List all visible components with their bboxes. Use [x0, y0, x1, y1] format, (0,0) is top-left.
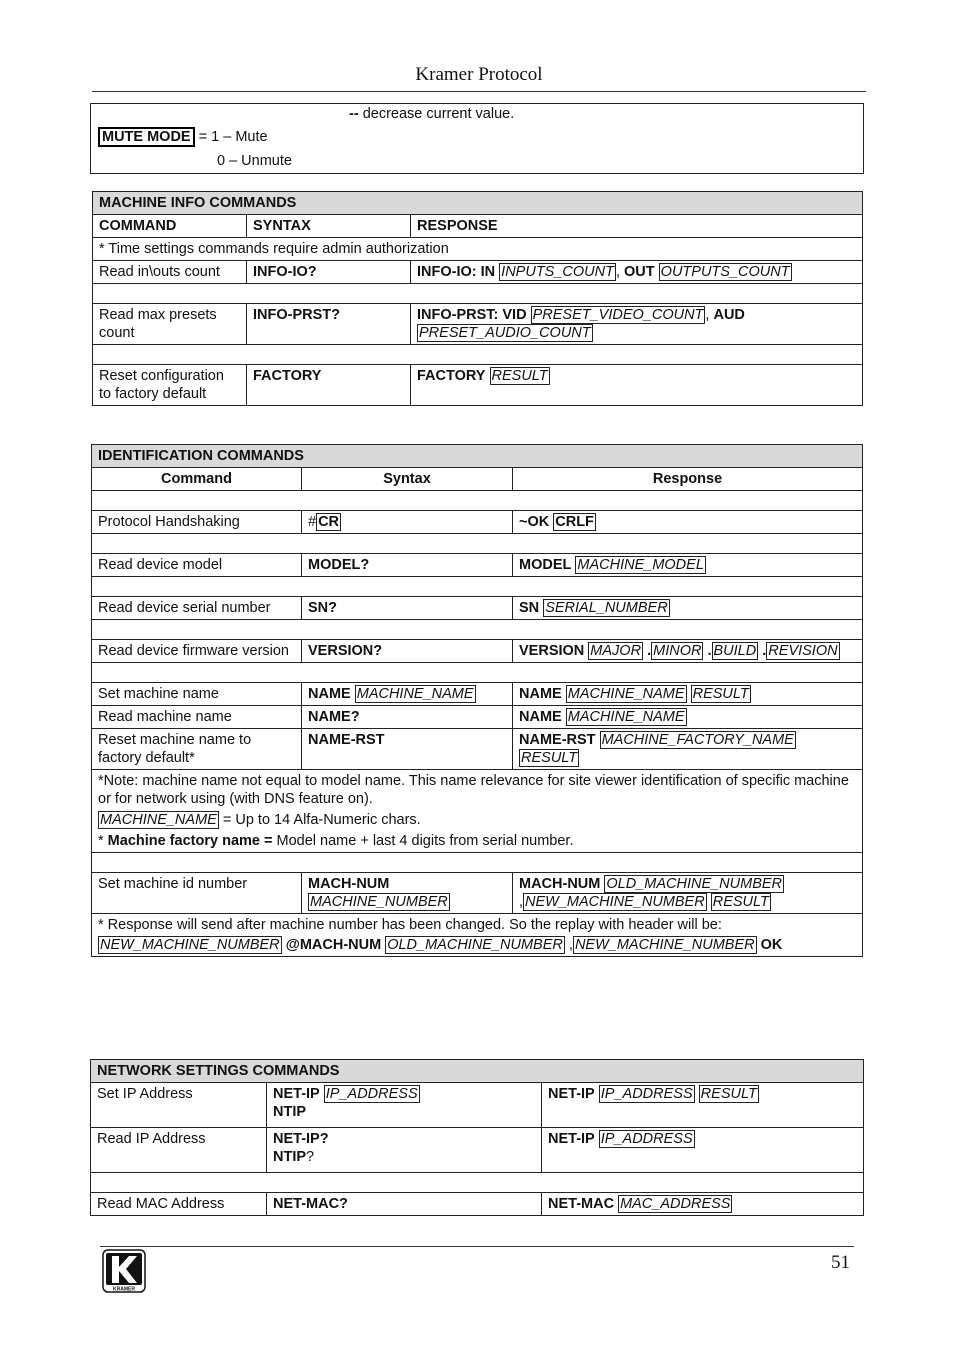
command-cell: Set machine name [92, 683, 302, 706]
mute-mode-key: MUTE MODE [98, 127, 195, 147]
command-cell: Read MAC Address [91, 1193, 267, 1216]
network-settings-table [90, 1059, 864, 1216]
spacer-row [92, 663, 863, 683]
table-row [92, 597, 863, 620]
table-row [92, 729, 863, 770]
syntax-cell: NAME? [302, 706, 513, 729]
response-cell: INFO-PRST: VID PRESET_VIDEO_COUNT , AUD PRESET_AUDIO_COUNT [411, 304, 863, 345]
table-row [91, 1193, 864, 1216]
response-cell: NAME MACHINE_NAME RESULT [513, 683, 863, 706]
kramer-logo-icon [102, 1249, 146, 1293]
syntax-cell: FACTORY [247, 365, 411, 406]
syntax-cell: NET-MAC? [267, 1193, 542, 1216]
table-row [92, 554, 863, 577]
table-row [93, 365, 863, 406]
syntax-cell: # CR [302, 511, 513, 534]
command-cell: Read device model [92, 554, 302, 577]
spacer-row [92, 620, 863, 640]
spacer-row [91, 1173, 864, 1193]
table-row [92, 706, 863, 729]
spacer-row [93, 284, 863, 304]
syntax-cell: SN? [302, 597, 513, 620]
syntax-cell: INFO-IO? [247, 261, 411, 284]
col-response: RESPONSE [411, 215, 863, 238]
table-row [91, 1128, 864, 1173]
decrease-prefix: -- [349, 106, 359, 122]
section-title: NETWORK SETTINGS COMMANDS [91, 1060, 864, 1083]
response-cell: NET-IP IP_ADDRESS RESULT [542, 1083, 864, 1128]
response-cell: INFO-IO: IN INPUTS_COUNT , OUT OUTPUTS_COUNT [411, 261, 863, 284]
table-row [93, 304, 863, 345]
table-row [92, 640, 863, 663]
table-row [92, 511, 863, 534]
decrease-line [349, 106, 514, 122]
page-header-title: Kramer Protocol [415, 64, 543, 85]
syntax-cell: NET-IP IP_ADDRESS NTIP [267, 1083, 542, 1128]
response-cell: MACH-NUM OLD_MACHINE_NUMBER , NEW_MACHINE_NUMBER RESULT [513, 873, 863, 914]
logo-wordmark: KRAMER [113, 1286, 135, 1293]
command-cell: Reset machine name to factory default* [92, 729, 302, 770]
syntax-cell: INFO-PRST? [247, 304, 411, 345]
response-cell: SN SERIAL_NUMBER [513, 597, 863, 620]
spacer-row [92, 534, 863, 554]
machine-info-table [92, 191, 863, 406]
response-cell: NAME MACHINE_NAME [513, 706, 863, 729]
syntax-cell: NAME-RST [302, 729, 513, 770]
page-number: 51 [831, 1252, 850, 1273]
command-cell: Protocol Handshaking [92, 511, 302, 534]
mute-value-0: 0 – Unmute [217, 153, 292, 169]
response-cell: VERSION MAJOR . MINOR . BUILD . REVISION [513, 640, 863, 663]
syntax-cell: VERSION? [302, 640, 513, 663]
command-cell: Reset configuration to factory default [93, 365, 247, 406]
admin-note: * Time settings commands require admin authorization [93, 238, 863, 261]
mute-line [98, 129, 268, 145]
syntax-cell: MACH-NUM MACHINE_NUMBER [302, 873, 513, 914]
table-row [92, 683, 863, 706]
spacer-row [93, 345, 863, 365]
command-cell: Read machine name [92, 706, 302, 729]
footer-rule [100, 1246, 854, 1247]
machine-name-note: *Note: machine name not equal to model name. This name relevance for site viewer identification of specific machine or for network using (with DNS feature on). MACHINE_NAME = Up to 14 Alfa-Numeric chars. * Machine factory name = Model name + last 4 digits from serial number. [92, 770, 863, 853]
header-rule [92, 91, 866, 92]
spacer-row [92, 491, 863, 511]
response-cell: NAME-RST MACHINE_FACTORY_NAME RESULT [513, 729, 863, 770]
command-cell: Set IP Address [91, 1083, 267, 1128]
decrease-text: decrease current value. [358, 106, 515, 122]
command-cell: Read max presets count [93, 304, 247, 345]
syntax-cell: MODEL? [302, 554, 513, 577]
col-syntax: Syntax [302, 468, 513, 491]
command-cell: Read device serial number [92, 597, 302, 620]
table-row [91, 1083, 864, 1128]
spacer-row [92, 853, 863, 873]
response-cell: FACTORY RESULT [411, 365, 863, 406]
col-response: Response [513, 468, 863, 491]
section-title: IDENTIFICATION COMMANDS [92, 445, 863, 468]
response-cell: MODEL MACHINE_MODEL [513, 554, 863, 577]
command-cell: Set machine id number [92, 873, 302, 914]
col-command: Command [92, 468, 302, 491]
mute-mode-box [90, 103, 864, 174]
response-cell: NET-MAC MAC_ADDRESS [542, 1193, 864, 1216]
response-cell: NET-IP IP_ADDRESS [542, 1128, 864, 1173]
col-command: COMMAND [93, 215, 247, 238]
section-title: MACHINE INFO COMMANDS [93, 192, 863, 215]
syntax-cell: NAME MACHINE_NAME [302, 683, 513, 706]
command-cell: Read in\outs count [93, 261, 247, 284]
response-cell: ~OK CRLF [513, 511, 863, 534]
command-cell: Read IP Address [91, 1128, 267, 1173]
table-row [93, 261, 863, 284]
command-cell: Read device firmware version [92, 640, 302, 663]
machine-number-response-note: * Response will send after machine number has been changed. So the replay with header will be: NEW_MACHINE_NUMBER @MACH-NUM OLD_MACHINE_NUMBER , NEW_MACHINE_NUMBER OK [92, 914, 863, 957]
col-syntax: SYNTAX [247, 215, 411, 238]
syntax-cell: NET-IP? NTIP? [267, 1128, 542, 1173]
mute-value-1: = 1 – Mute [194, 129, 268, 145]
spacer-row [92, 577, 863, 597]
identification-table [91, 444, 863, 957]
table-row [92, 873, 863, 914]
